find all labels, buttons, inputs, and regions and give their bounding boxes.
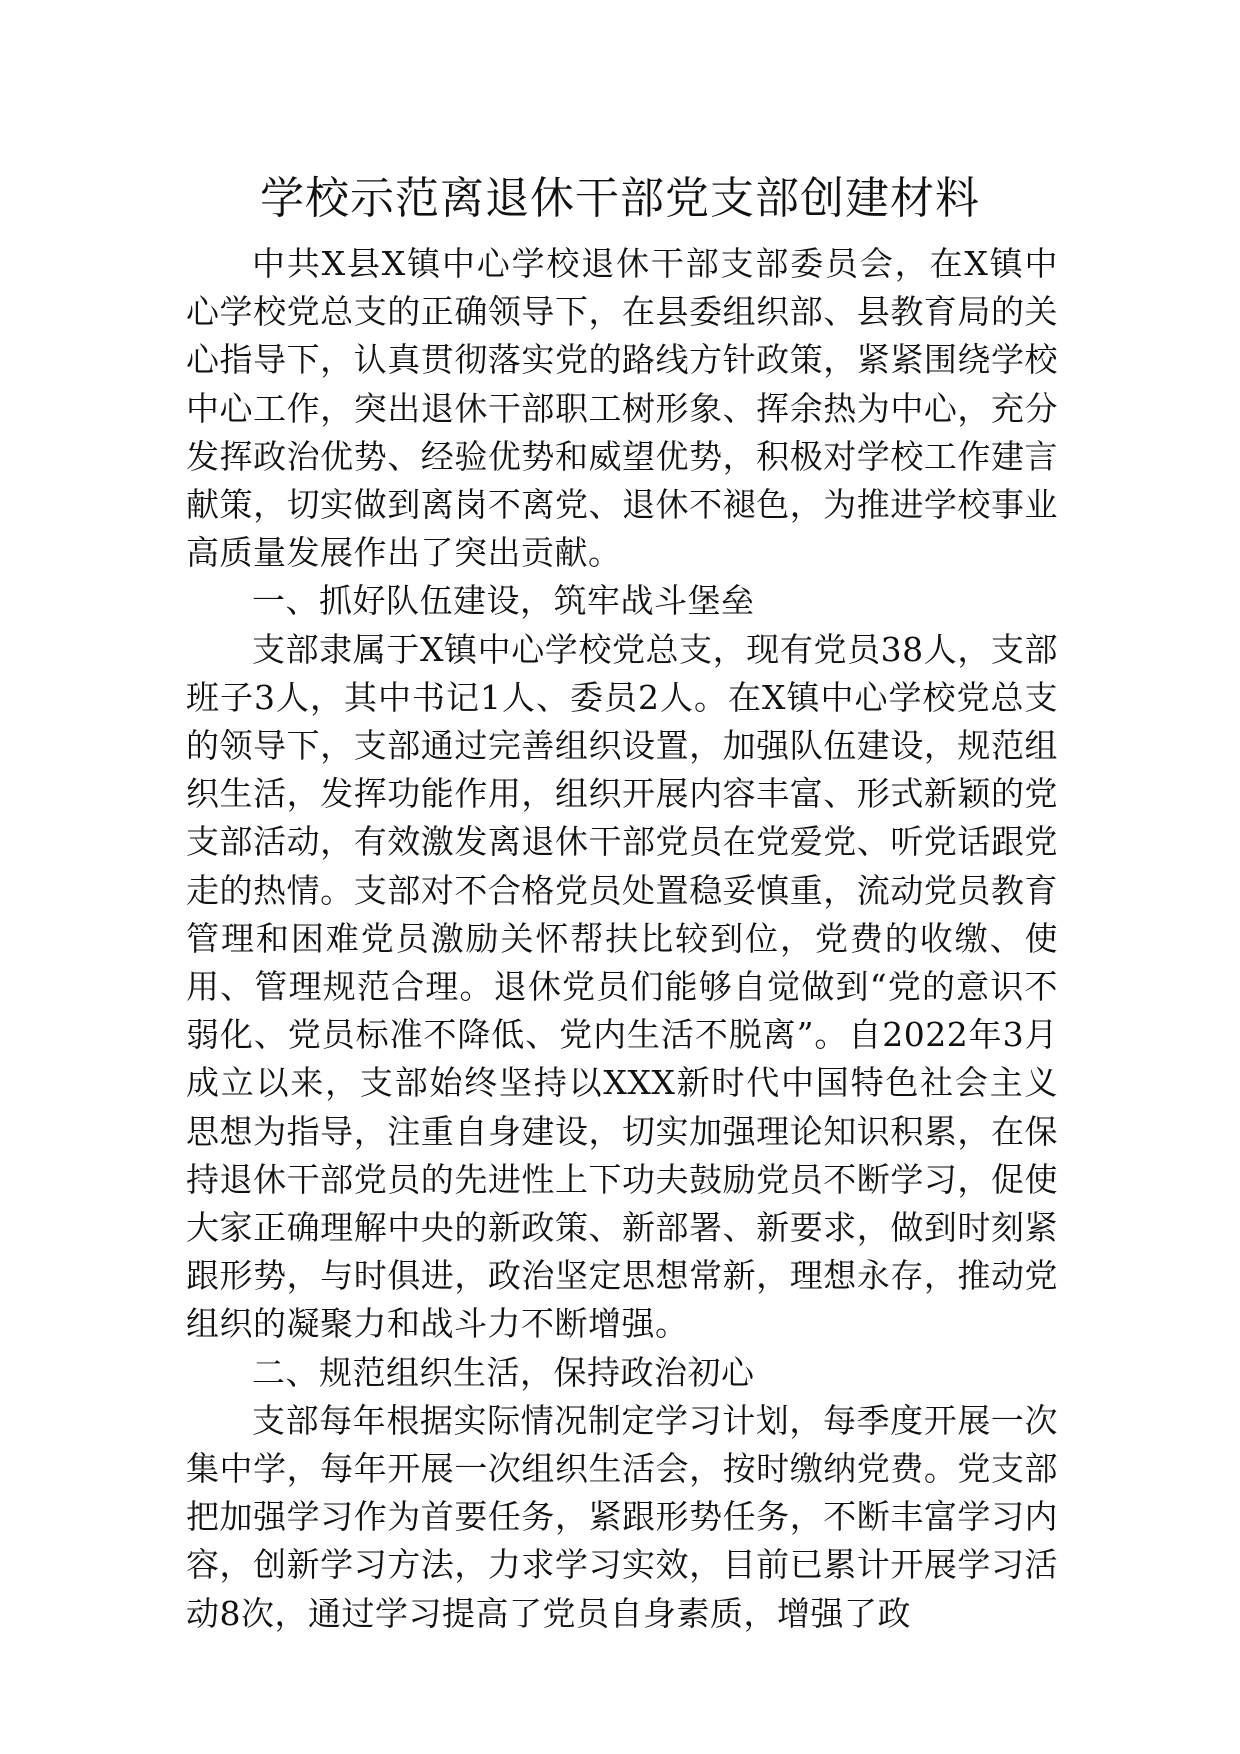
document-title: 学校示范离退休干部党支部创建材料	[260, 173, 980, 224]
intro-paragraph: 中共X县X镇中心学校退休干部支部委员会，在X镇中心学校党总支的正确领导下，在县委组织部、县教育局的关心指导下，认真贯彻落实党的路线方针政策，紧紧围绕学校中心工作，突出退休干部职工树形象、挥余热为中心，充分发挥政治优势、经验优势和威望优势，积极对学校工作建言献策，切实做到离岗不离党、退休不褪色，为推进学校事业高质量发展作出了突出贡献。	[186, 244, 1058, 573]
section-heading-2: 二、规范组织生活，保持政治初心	[252, 1352, 755, 1392]
section-heading-1: 一、抓好队伍建设，筑牢战斗堡垒	[252, 581, 755, 621]
document-body	[186, 240, 1058, 1638]
section-1-paragraph: 支部隶属于X镇中心学校党总支，现有党员38人，支部班子3人，其中书记1人、委员2人。在X镇中心学校党总支的领导下，支部通过完善组织设置，加强队伍建设，规范组织生活，发挥功能作用，组织开展内容丰富、形式新颖的党支部活动，有效激发离退休干部党员在党爱党、听党话跟党走的热情。支部对不合格党员处置稳妥慎重，流动党员教育管理和困难党员激励关怀帮扶比较到位，党费的收缴、使用、管理规范合理。退休党员们能够自觉做到“党的意识不弱化、党员标准不降低、党内生活不脱离”。自2022年3月成立以来，支部始终坚持以XXX新时代中国特色社会主义思想为指导，注重自身建设，切实加强理论知识积累，在保持退休干部党员的先进性上下功夫鼓励党员不断学习，促使大家正确理解中央的新政策、新部署、新要求，做到时刻紧跟形势，与时俱进，政治坚定思想常新，理想永存，推动党组织的凝聚力和战斗力不断增强。	[186, 629, 1058, 1344]
section-2-paragraph: 支部每年根据实际情况制定学习计划，每季度开展一次集中学，每年开展一次组织生活会，按时缴纳党费。党支部把加强学习作为首要任务，紧跟形势任务，不断丰富学习内容，创新学习方法，力求学习实效，目前已累计开展学习活动8次，通过学习提高了党员自身素质，增强了政	[186, 1400, 1058, 1633]
